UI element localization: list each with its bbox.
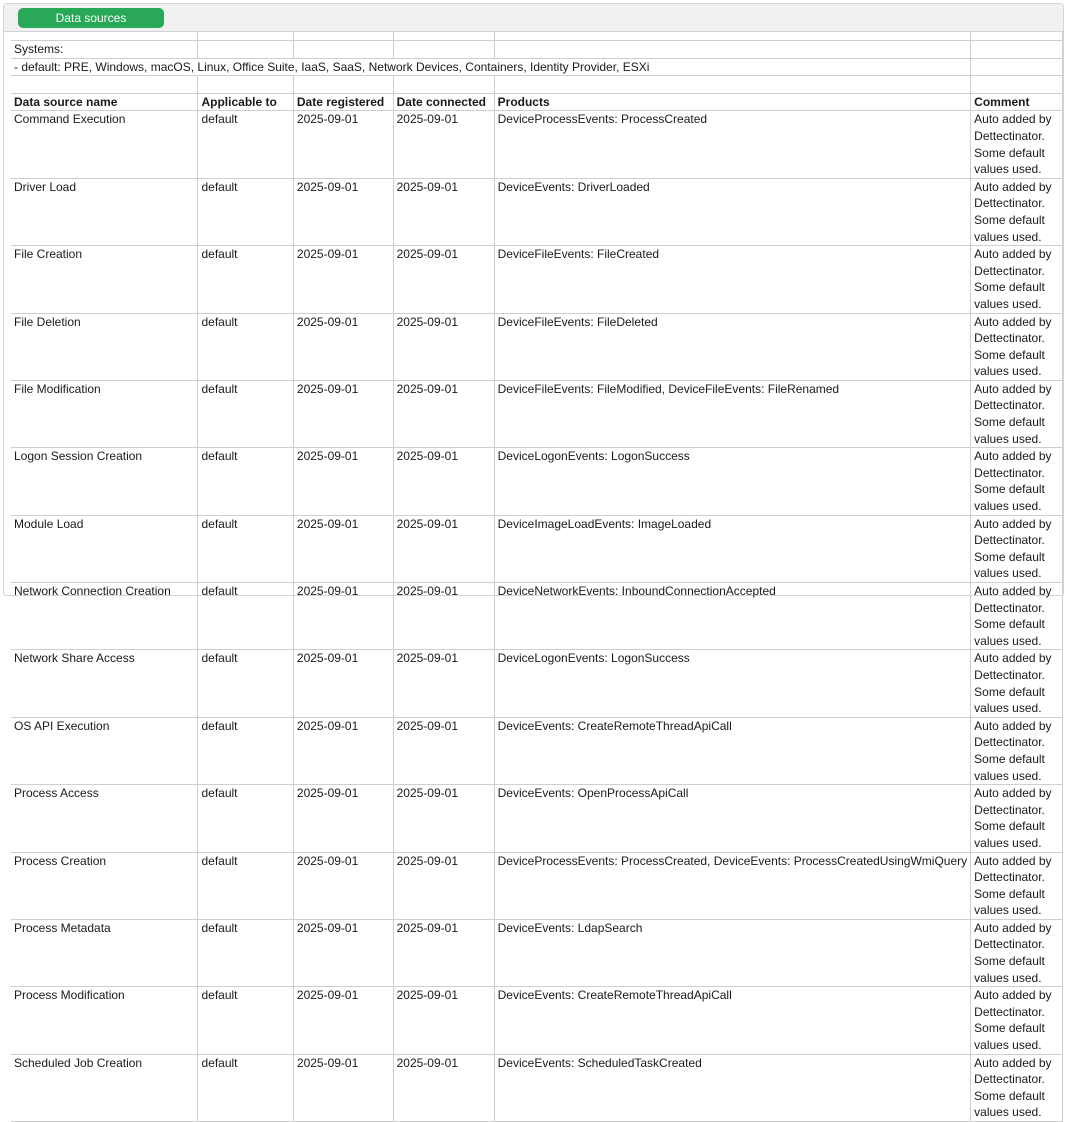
header-products[interactable]: Products: [494, 93, 971, 111]
header-applicable-to[interactable]: Applicable to: [198, 93, 293, 111]
date-connected-cell[interactable]: 2025-09-01: [393, 111, 494, 178]
applicable-to-cell[interactable]: default: [198, 1054, 293, 1121]
table-row: [11, 852, 1063, 919]
date-registered-cell[interactable]: 2025-09-01: [293, 785, 393, 852]
header-date-connected[interactable]: Date connected: [393, 93, 494, 111]
date-registered-cell[interactable]: 2025-09-01: [293, 1054, 393, 1121]
applicable-to-cell[interactable]: default: [198, 987, 293, 1054]
data-source-name-cell[interactable]: Process Metadata: [11, 919, 198, 986]
comment-cell[interactable]: Auto added by Dettectinator. Some default values used.: [971, 583, 1063, 650]
date-registered-cell[interactable]: 2025-09-01: [293, 650, 393, 717]
applicable-to-cell[interactable]: default: [198, 448, 293, 515]
date-registered-cell[interactable]: 2025-09-01: [293, 852, 393, 919]
comment-cell[interactable]: Auto added by Dettectinator. Some default values used.: [971, 717, 1063, 784]
comment-cell[interactable]: Auto added by Dettectinator. Some default values used.: [971, 111, 1063, 178]
products-cell[interactable]: DeviceFileEvents: FileDeleted: [494, 313, 971, 380]
sheet-tab-bar: [4, 4, 1063, 32]
comment-cell[interactable]: Auto added by Dettectinator. Some default values used.: [971, 380, 1063, 447]
table-row: [11, 515, 1063, 582]
applicable-to-cell[interactable]: default: [198, 583, 293, 650]
table-row: [11, 111, 1063, 178]
table-row: [11, 246, 1063, 313]
sheet-tab-data-sources[interactable]: Data sources: [18, 8, 164, 28]
data-source-name-cell[interactable]: OS API Execution: [11, 717, 198, 784]
date-connected-cell[interactable]: 2025-09-01: [393, 785, 494, 852]
data-source-name-cell[interactable]: Network Connection Creation: [11, 583, 198, 650]
date-connected-cell[interactable]: 2025-09-01: [393, 380, 494, 447]
date-connected-cell[interactable]: 2025-09-01: [393, 650, 494, 717]
table-row: [11, 448, 1063, 515]
applicable-to-cell[interactable]: default: [198, 717, 293, 784]
spreadsheet-window: [3, 3, 1064, 1120]
comment-cell[interactable]: Auto added by Dettectinator. Some default values used.: [971, 246, 1063, 313]
partial-row: [11, 31, 1063, 41]
date-registered-cell[interactable]: 2025-09-01: [293, 717, 393, 784]
date-connected-cell[interactable]: 2025-09-01: [393, 919, 494, 986]
date-connected-cell[interactable]: 2025-09-01: [393, 717, 494, 784]
systems-value-cell[interactable]: - default: PRE, Windows, macOS, Linux, Office Suite, IaaS, SaaS, Network Devices, Containers, Identity Provider, ESXi: [11, 58, 971, 76]
comment-cell[interactable]: Auto added by Dettectinator. Some default values used.: [971, 785, 1063, 852]
date-registered-cell[interactable]: 2025-09-01: [293, 919, 393, 986]
header-data-source-name[interactable]: Data source name: [11, 93, 198, 111]
applicable-to-cell[interactable]: default: [198, 852, 293, 919]
header-comment[interactable]: Comment: [971, 93, 1063, 111]
comment-cell[interactable]: Auto added by Dettectinator. Some default values used.: [971, 448, 1063, 515]
date-connected-cell[interactable]: 2025-09-01: [393, 178, 494, 245]
date-connected-cell[interactable]: 2025-09-01: [393, 313, 494, 380]
products-cell[interactable]: DeviceLogonEvents: LogonSuccess: [494, 650, 971, 717]
spreadsheet-grid: [11, 31, 1063, 1122]
products-cell[interactable]: DeviceImageLoadEvents: ImageLoaded: [494, 515, 971, 582]
date-registered-cell[interactable]: 2025-09-01: [293, 987, 393, 1054]
products-cell[interactable]: DeviceEvents: ScheduledTaskCreated: [494, 1054, 971, 1121]
table-row: [11, 313, 1063, 380]
date-registered-cell[interactable]: 2025-09-01: [293, 448, 393, 515]
applicable-to-cell[interactable]: default: [198, 313, 293, 380]
comment-cell[interactable]: Auto added by Dettectinator. Some default values used.: [971, 1054, 1063, 1121]
date-registered-cell[interactable]: 2025-09-01: [293, 246, 393, 313]
applicable-to-cell[interactable]: default: [198, 178, 293, 245]
systems-label-cell[interactable]: Systems:: [11, 41, 198, 59]
table-row: [11, 987, 1063, 1054]
systems-label-row: [11, 41, 1063, 59]
products-cell[interactable]: DeviceFileEvents: FileModified, DeviceFileEvents: FileRenamed: [494, 380, 971, 447]
data-source-name-cell[interactable]: File Creation: [11, 246, 198, 313]
date-connected-cell[interactable]: 2025-09-01: [393, 1054, 494, 1121]
products-cell[interactable]: DeviceLogonEvents: LogonSuccess: [494, 448, 971, 515]
comment-cell[interactable]: Auto added by Dettectinator. Some default values used.: [971, 919, 1063, 986]
table-row: [11, 717, 1063, 784]
comment-cell[interactable]: Auto added by Dettectinator. Some default values used.: [971, 650, 1063, 717]
products-cell[interactable]: DeviceEvents: OpenProcessApiCall: [494, 785, 971, 852]
data-source-name-cell[interactable]: Network Share Access: [11, 650, 198, 717]
data-source-name-cell[interactable]: File Deletion: [11, 313, 198, 380]
applicable-to-cell[interactable]: default: [198, 246, 293, 313]
empty-row: [11, 76, 1063, 94]
data-source-name-cell[interactable]: Process Access: [11, 785, 198, 852]
date-connected-cell[interactable]: 2025-09-01: [393, 583, 494, 650]
date-connected-cell[interactable]: 2025-09-01: [393, 448, 494, 515]
table-row: [11, 785, 1063, 852]
date-registered-cell[interactable]: 2025-09-01: [293, 178, 393, 245]
applicable-to-cell[interactable]: default: [198, 650, 293, 717]
products-cell[interactable]: DeviceFileEvents: FileCreated: [494, 246, 971, 313]
products-cell[interactable]: DeviceEvents: DriverLoaded: [494, 178, 971, 245]
comment-cell[interactable]: Auto added by Dettectinator. Some default values used.: [971, 987, 1063, 1054]
comment-cell[interactable]: Auto added by Dettectinator. Some default values used.: [971, 515, 1063, 582]
date-registered-cell[interactable]: 2025-09-01: [293, 583, 393, 650]
table-row: [11, 178, 1063, 245]
products-cell[interactable]: DeviceProcessEvents: ProcessCreated, DeviceEvents: ProcessCreatedUsingWmiQuery: [494, 852, 971, 919]
applicable-to-cell[interactable]: default: [198, 785, 293, 852]
date-connected-cell[interactable]: 2025-09-01: [393, 246, 494, 313]
date-registered-cell[interactable]: 2025-09-01: [293, 111, 393, 178]
applicable-to-cell[interactable]: default: [198, 515, 293, 582]
products-cell[interactable]: DeviceEvents: LdapSearch: [494, 919, 971, 986]
date-registered-cell[interactable]: 2025-09-01: [293, 380, 393, 447]
table-row: [11, 380, 1063, 447]
date-connected-cell[interactable]: 2025-09-01: [393, 852, 494, 919]
data-source-name-cell[interactable]: Driver Load: [11, 178, 198, 245]
applicable-to-cell[interactable]: default: [198, 919, 293, 986]
comment-cell[interactable]: Auto added by Dettectinator. Some default values used.: [971, 852, 1063, 919]
systems-value-row: [11, 58, 1063, 76]
column-header-row: [11, 93, 1063, 111]
data-source-name-cell[interactable]: Module Load: [11, 515, 198, 582]
data-source-name-cell[interactable]: Logon Session Creation: [11, 448, 198, 515]
date-connected-cell[interactable]: 2025-09-01: [393, 515, 494, 582]
products-cell[interactable]: DeviceEvents: CreateRemoteThreadApiCall: [494, 717, 971, 784]
data-source-name-cell[interactable]: Process Modification: [11, 987, 198, 1054]
data-source-name-cell[interactable]: Process Creation: [11, 852, 198, 919]
table-row: [11, 1054, 1063, 1121]
products-cell[interactable]: DeviceNetworkEvents: InboundConnectionAccepted: [494, 583, 971, 650]
table-row: [11, 650, 1063, 717]
date-connected-cell[interactable]: 2025-09-01: [393, 987, 494, 1054]
comment-cell[interactable]: Auto added by Dettectinator. Some default values used.: [971, 313, 1063, 380]
date-registered-cell[interactable]: 2025-09-01: [293, 515, 393, 582]
products-cell[interactable]: DeviceEvents: CreateRemoteThreadApiCall: [494, 987, 971, 1054]
products-cell[interactable]: DeviceProcessEvents: ProcessCreated: [494, 111, 971, 178]
applicable-to-cell[interactable]: default: [198, 111, 293, 178]
header-date-registered[interactable]: Date registered: [293, 93, 393, 111]
table-row: [11, 919, 1063, 986]
data-source-name-cell[interactable]: File Modification: [11, 380, 198, 447]
comment-cell[interactable]: Auto added by Dettectinator. Some default values used.: [971, 178, 1063, 245]
data-source-name-cell[interactable]: Command Execution: [11, 111, 198, 178]
date-registered-cell[interactable]: 2025-09-01: [293, 313, 393, 380]
table-row: [11, 583, 1063, 650]
applicable-to-cell[interactable]: default: [198, 380, 293, 447]
data-source-name-cell[interactable]: Scheduled Job Creation: [11, 1054, 198, 1121]
